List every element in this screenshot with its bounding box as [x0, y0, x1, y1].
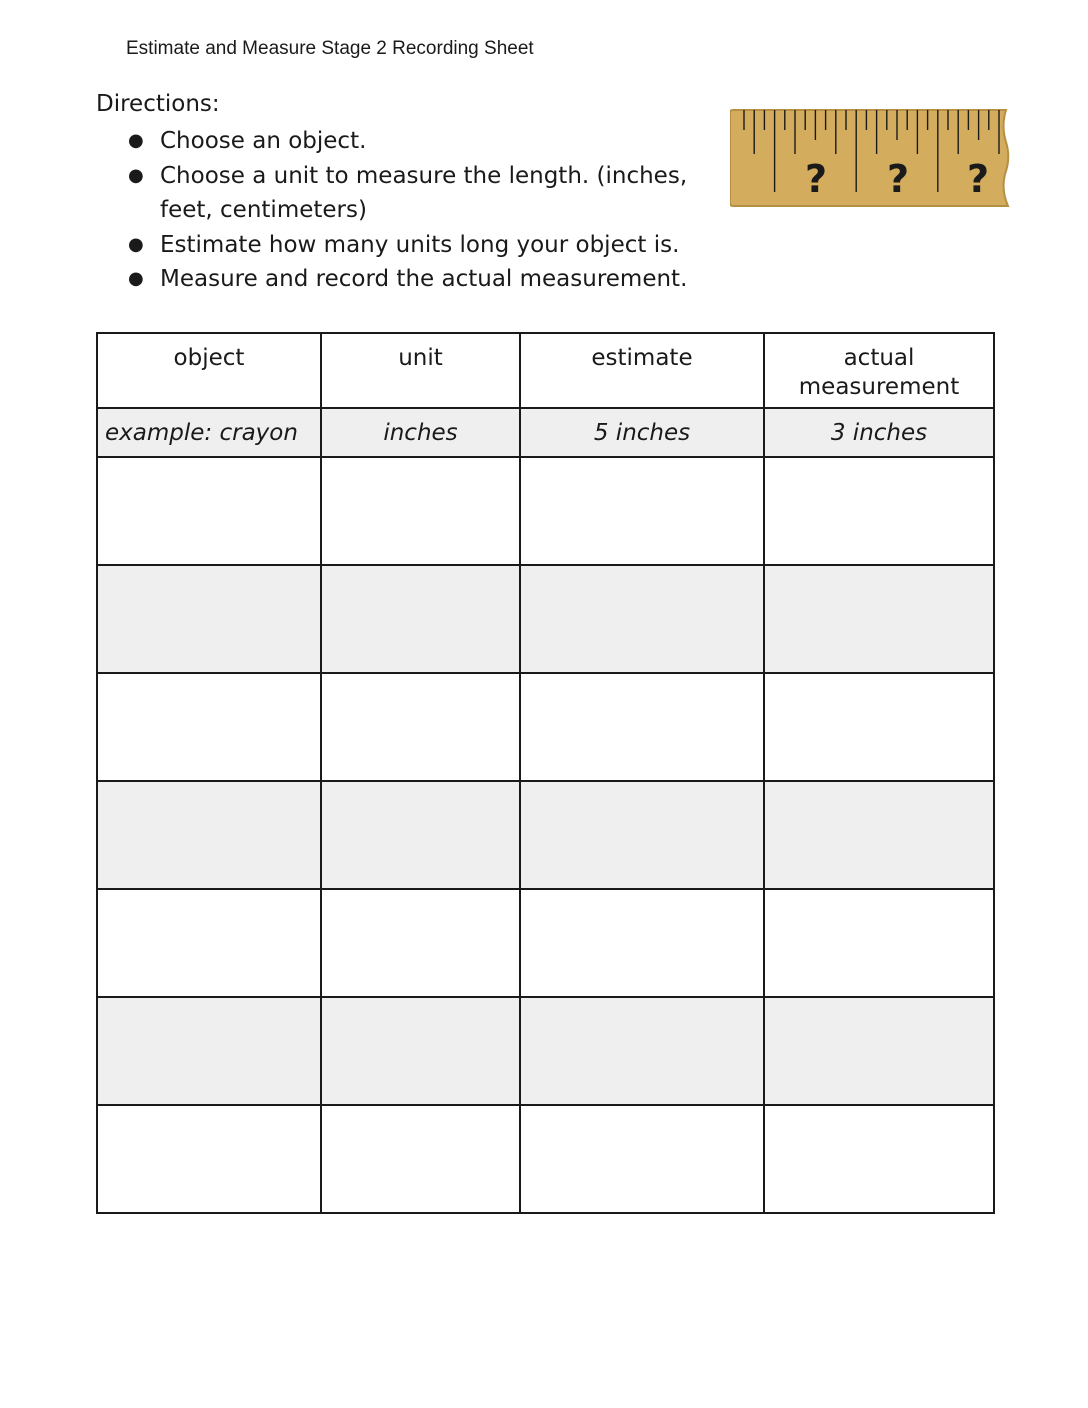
actual-cell[interactable]	[764, 997, 994, 1105]
direction-step-text: Choose an object.	[160, 128, 367, 154]
unit-cell[interactable]	[321, 889, 520, 997]
table-row	[97, 565, 994, 673]
directions-heading: Directions:	[96, 91, 220, 117]
column-header-unit: unit	[321, 333, 520, 408]
bullet-icon: ●	[128, 233, 144, 255]
recording-table	[96, 332, 995, 1214]
actual-cell[interactable]	[764, 889, 994, 997]
table-row	[97, 1105, 994, 1213]
bullet-icon: ●	[128, 164, 144, 186]
ruler-question-mark: ?	[886, 157, 910, 201]
actual-cell[interactable]	[764, 565, 994, 673]
example-row	[97, 408, 994, 457]
estimate-cell[interactable]	[520, 997, 764, 1105]
actual-cell[interactable]	[764, 1105, 994, 1213]
object-cell[interactable]	[97, 457, 321, 565]
estimate-cell[interactable]	[520, 673, 764, 781]
example-actual: 3 inches	[764, 408, 994, 457]
table-row	[97, 889, 994, 997]
estimate-cell[interactable]	[520, 889, 764, 997]
table-row	[97, 457, 994, 565]
object-cell[interactable]	[97, 889, 321, 997]
direction-step	[128, 159, 718, 228]
ruler-icon	[730, 106, 1012, 212]
table-row	[97, 781, 994, 889]
direction-step	[128, 228, 718, 263]
direction-step-text: Choose a unit to measure the length. (inches, feet, centimeters)	[160, 162, 688, 224]
unit-cell[interactable]	[321, 457, 520, 565]
direction-step-text: Measure and record the actual measurement.	[160, 266, 688, 293]
estimate-cell[interactable]	[520, 781, 764, 889]
table-row	[97, 673, 994, 781]
direction-step	[128, 262, 718, 297]
column-header-estimate: estimate	[520, 333, 764, 408]
bullet-icon: ●	[128, 130, 144, 151]
object-cell[interactable]	[97, 781, 321, 889]
example-unit: inches	[321, 408, 520, 457]
estimate-cell[interactable]	[520, 565, 764, 673]
object-cell[interactable]	[97, 565, 321, 673]
object-cell[interactable]	[97, 997, 321, 1105]
ruler-question-mark: ?	[804, 157, 828, 201]
directions-list	[128, 124, 718, 297]
sheet-title: Estimate and Measure Stage 2 Recording Sheet	[126, 38, 534, 59]
object-cell[interactable]	[97, 1105, 321, 1213]
actual-cell[interactable]	[764, 781, 994, 889]
column-header-actual-measurement: actual measurement	[764, 333, 994, 408]
object-cell[interactable]	[97, 673, 321, 781]
unit-cell[interactable]	[321, 781, 520, 889]
estimate-cell[interactable]	[520, 1105, 764, 1213]
unit-cell[interactable]	[321, 997, 520, 1105]
actual-cell[interactable]	[764, 457, 994, 565]
table-row	[97, 997, 994, 1105]
direction-step-text: Estimate how many units long your object is.	[160, 231, 680, 258]
direction-step	[128, 124, 718, 159]
example-object: example: crayon	[97, 408, 321, 457]
estimate-cell[interactable]	[520, 457, 764, 565]
ruler-question-mark: ?	[966, 157, 990, 201]
unit-cell[interactable]	[321, 1105, 520, 1213]
example-estimate: 5 inches	[520, 408, 764, 457]
column-header-object: object	[97, 333, 321, 408]
bullet-icon: ●	[128, 268, 144, 290]
unit-cell[interactable]	[321, 673, 520, 781]
header-row	[97, 333, 994, 408]
actual-cell[interactable]	[764, 673, 994, 781]
unit-cell[interactable]	[321, 565, 520, 673]
